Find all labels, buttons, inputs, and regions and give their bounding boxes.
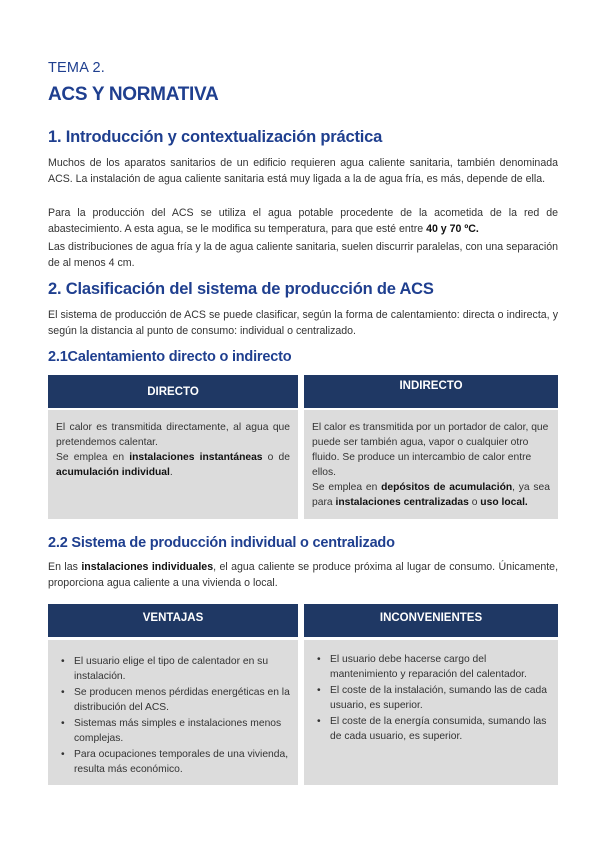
directo-header: DIRECTO xyxy=(48,375,298,408)
section-1-heading: 1. Introducción y contextualización práctica xyxy=(48,128,383,146)
bold-span: acumulación individual xyxy=(56,467,170,478)
text-span: , ya sea para xyxy=(312,482,551,508)
text-span: Para la producción del ACS se utiliza el agua potable procedente de la acometida de la red de abastecimiento. A esta agua, se le modifica su temperatura, para que esté entre xyxy=(48,207,558,235)
list-item: • Sistemas más simples e instalaciones menos complejas. xyxy=(74,716,290,746)
temperature-range: 40 y 70 ºC. xyxy=(426,223,479,235)
bold-span: instalaciones instantáneas xyxy=(129,452,263,463)
section-2-1-heading: 2.1Calentamiento directo o indirecto xyxy=(48,349,292,365)
list-item: • El coste de la instalación, sumando las de cada usuario, es superior. xyxy=(330,683,550,713)
text-span: . xyxy=(169,467,173,478)
ventajas-header: VENTAJAS xyxy=(48,604,298,637)
section-2-heading: 2. Clasificación del sistema de producción de ACS xyxy=(48,280,434,298)
section-2-2-heading: 2.2 Sistema de producción individual o centralizado xyxy=(48,535,395,551)
list-item: • El coste de la energía consumida, sumando las de cada usuario, es superior. xyxy=(330,714,550,744)
topic-number: TEMA 2. xyxy=(48,60,105,76)
bold-span: depósitos de acumulación xyxy=(381,482,513,493)
section-2-paragraph: El sistema de producción de ACS se puede clasificar, según la forma de calentamiento: directa o indirecta, y según la distancia al punto de consumo: individual o centralizado. xyxy=(48,309,558,337)
indirecto-text-2 xyxy=(312,480,550,510)
document-title: ACS Y NORMATIVA xyxy=(48,84,219,105)
section-1-paragraph-1: Muchos de los aparatos sanitarios de un edificio requieren agua caliente sanitaria, también denominada ACS. La instalación de agua caliente sanitaria está muy ligada a la de agua fría, es más, depende de ella. xyxy=(48,157,558,185)
bold-span: instalaciones centralizadas xyxy=(335,497,469,508)
section-2-2-paragraph xyxy=(48,559,558,591)
directo-body xyxy=(48,410,298,519)
text-span: Se emplea en xyxy=(312,482,382,493)
bold-span: uso local. xyxy=(480,497,528,508)
section-1-paragraph-3: Las distribuciones de agua fría y la de agua caliente sanitaria, suelen discurrir paralelas, con una separación de al menos 4 cm. xyxy=(48,241,558,269)
ventajas-body xyxy=(48,640,298,785)
directo-text-1: El calor es transmitida directamente, al agua que pretendemos calentar. xyxy=(56,422,290,448)
directo-text-2 xyxy=(56,450,290,480)
indirecto-header: INDIRECTO xyxy=(304,375,558,408)
inconvenientes-list xyxy=(312,652,550,744)
inconvenientes-header: INCONVENIENTES xyxy=(304,604,558,637)
indirecto-body xyxy=(304,410,558,519)
ventajas-list xyxy=(56,654,290,777)
text-span: , el agua caliente se produce próxima al lugar de consumo. Únicamente, proporciona agua caliente a una vivienda o local. xyxy=(48,561,559,589)
text-span: o xyxy=(468,497,481,508)
list-item: • Se producen menos pérdidas energéticas en la distribución del ACS. xyxy=(74,685,290,715)
section-1-paragraph-2 xyxy=(48,205,558,237)
list-item: • El usuario elige el tipo de calentador en su instalación. xyxy=(74,654,290,684)
list-item: • Para ocupaciones temporales de una vivienda, resulta más económico. xyxy=(74,747,290,777)
text-span: o de xyxy=(262,452,290,463)
inconvenientes-body xyxy=(304,640,558,785)
text-span: En las xyxy=(48,561,82,573)
text-span: Se emplea en xyxy=(56,452,130,463)
bold-span: instalaciones individuales xyxy=(81,561,214,573)
list-item: • El usuario debe hacerse cargo del mantenimiento y reparación del calentador. xyxy=(330,652,550,682)
indirecto-text-1: El calor es transmitida por un portador de calor, que puede ser también agua, vapor o cualquier otro fluido. Se produce un intercambio de calor entre ellos. xyxy=(312,422,549,478)
